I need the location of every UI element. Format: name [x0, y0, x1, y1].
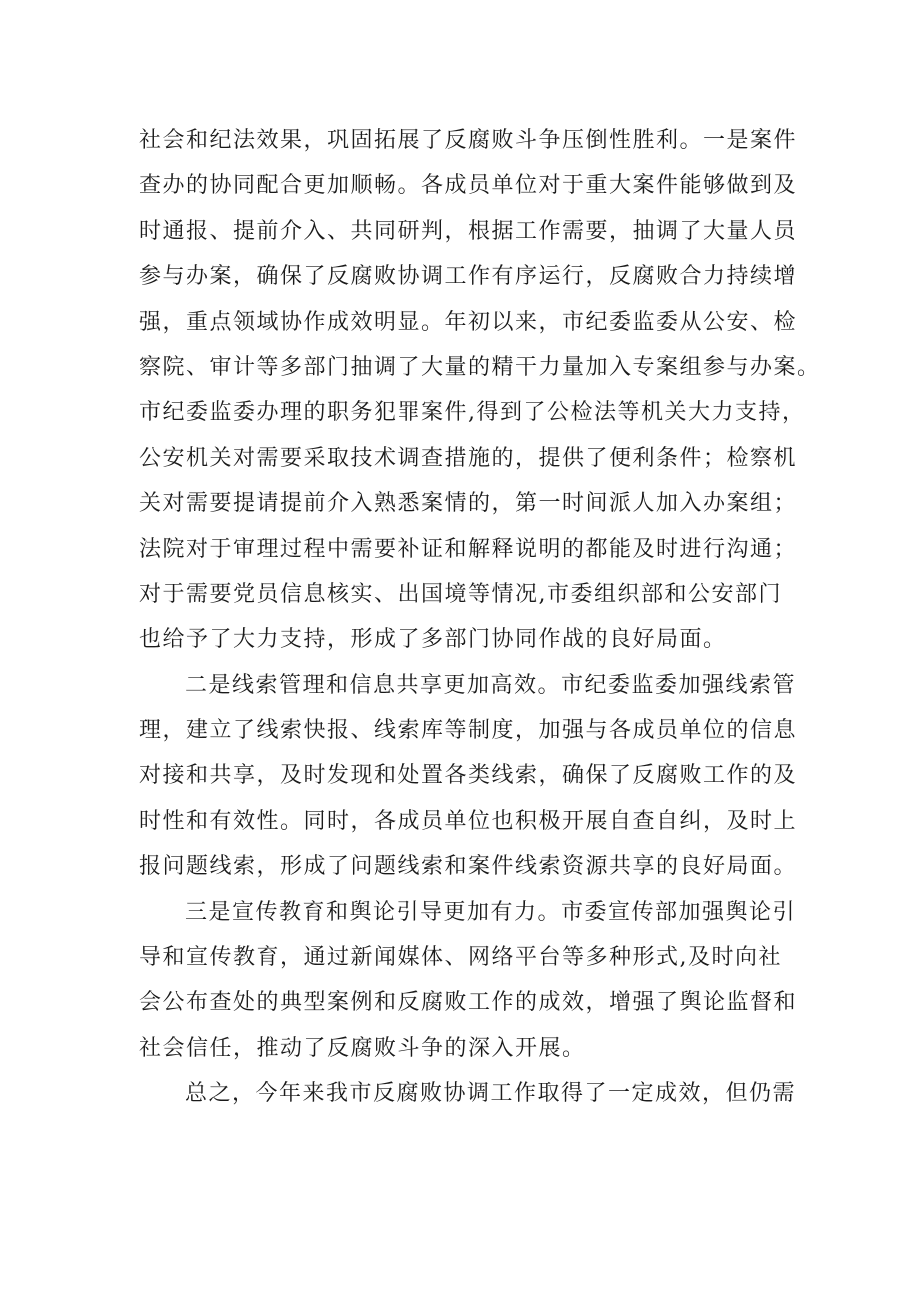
- text-line: 强，重点领域协作成效明显。年初以来，市纪委监委从公安、检: [139, 309, 798, 335]
- text-line: 也给予了大力支持，形成了多部门协同作战的良好局面。: [139, 627, 727, 653]
- text-line: 对于需要党员信息核实、出国境等情况,市委组织部和公安部门: [139, 581, 782, 607]
- paragraph-start-line: 二是线索管理和信息共享更加高效。市纪委监委加强线索管: [185, 672, 797, 698]
- paragraph-start-line: 三是宣传教育和舆论引导更加有力。市委宣传部加强舆论引: [185, 899, 797, 925]
- text-line: 参与办案，确保了反腐败协调工作有序运行，反腐败合力持续增: [139, 264, 798, 290]
- text-line: 关对需要提请提前介入熟悉案情的，第一时间派人加入办案组；: [139, 491, 798, 517]
- text-line: 查办的协同配合更加顺畅。各成员单位对于重大案件能够做到及: [139, 173, 798, 199]
- text-line: 市纪委监委办理的职务犯罪案件,得到了公检法等机关大力支持，: [139, 400, 806, 426]
- document-body: [139, 118, 821, 1117]
- text-line: 察院、审计等多部门抽调了大量的精干力量加入专案组参与办案。: [139, 354, 821, 380]
- paragraph-start-line: 总之，今年来我市反腐败协调工作取得了一定成效，但仍需: [185, 1081, 797, 1107]
- text-line: 时通报、提前介入、共同研判，根据工作需要，抽调了大量人员: [139, 218, 798, 244]
- text-line: 时性和有效性。同时，各成员单位也积极开展自查自纠，及时上: [139, 808, 798, 834]
- text-line: 社会信任，推动了反腐败斗争的深入开展。: [139, 1035, 586, 1061]
- text-line: 报问题线索，形成了问题线索和案件线索资源共享的良好局面。: [139, 854, 798, 880]
- text-line: 会公布查处的典型案例和反腐败工作的成效，增强了舆论监督和: [139, 990, 798, 1016]
- text-line: 公安机关对需要采取技术调查措施的，提供了便利条件；检察机: [139, 445, 798, 471]
- text-line: 对接和共享，及时发现和处置各类线索，确保了反腐败工作的及: [139, 763, 798, 789]
- text-line: 法院对于审理过程中需要补证和解释说明的都能及时进行沟通；: [139, 536, 798, 562]
- text-line: 导和宣传教育，通过新闻媒体、网络平台等多种形式,及时向社: [139, 945, 782, 971]
- text-line: 理，建立了线索快报、线索库等制度，加强与各成员单位的信息: [139, 718, 798, 744]
- text-line: 社会和纪法效果，巩固拓展了反腐败斗争压倒性胜利。一是案件: [139, 128, 798, 153]
